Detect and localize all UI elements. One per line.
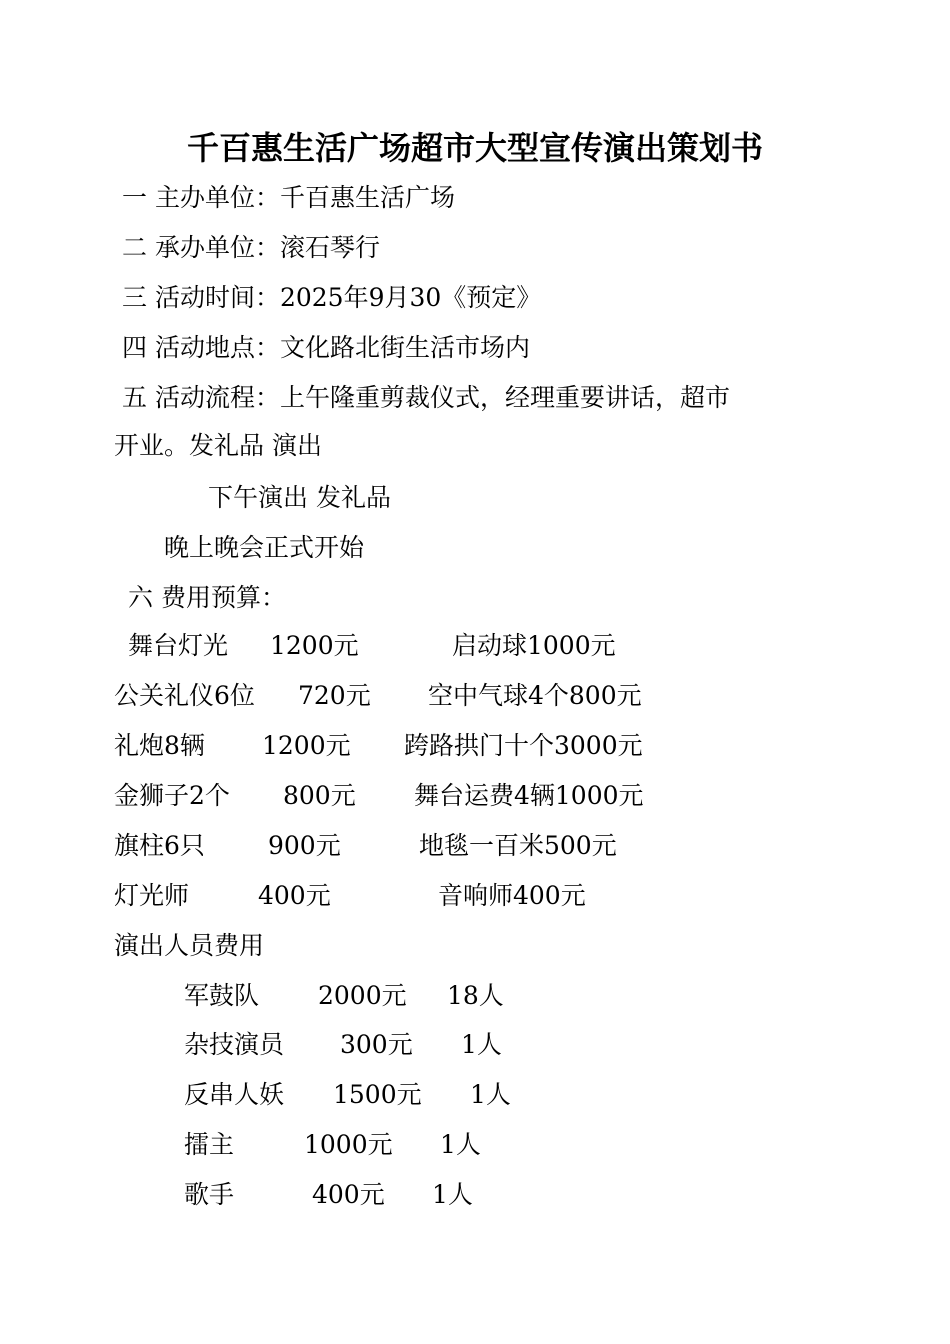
budget-item-cost: 900元 [268, 831, 341, 860]
budget-item-label: 金狮子2个 [114, 781, 230, 810]
budget-item-right: 地毯一百米500元 [419, 831, 617, 860]
co-organizer-line: 二 承办单位：滚石琴行 [122, 233, 380, 262]
process-line-2: 开业。发礼品 演出 [114, 431, 322, 460]
budget-heading: 六 费用预算： [128, 583, 286, 612]
budget-item-right: 启动球1000元 [452, 631, 616, 660]
performer-count: 1人 [440, 1130, 481, 1159]
budget-item-cost: 1200元 [270, 631, 359, 660]
time-line: 三 活动时间：2025年9月30《预定》 [122, 283, 542, 312]
budget-item-cost: 1200元 [262, 731, 351, 760]
performer-cost: 300元 [340, 1030, 413, 1059]
performer-name: 歌手 [184, 1180, 235, 1209]
performer-name: 杂技演员 [184, 1030, 285, 1059]
budget-item-label: 灯光师 [114, 881, 190, 910]
process-afternoon-line: 下午演出 发礼品 [208, 483, 391, 512]
budget-item-right: 空中气球4个800元 [428, 681, 642, 710]
performer-count: 18人 [447, 981, 504, 1010]
budget-item-right: 音响师400元 [438, 881, 586, 910]
location-line: 四 活动地点：文化路北街生活市场内 [122, 333, 530, 362]
performer-name: 擂主 [184, 1130, 235, 1159]
performer-name: 反串人妖 [184, 1080, 285, 1109]
process-line-1: 五 活动流程：上午隆重剪裁仪式，经理重要讲话，超市 [122, 383, 730, 412]
performers-heading: 演出人员费用 [114, 931, 265, 960]
budget-item-right: 舞台运费4辆1000元 [414, 781, 644, 810]
budget-item-cost: 400元 [258, 881, 331, 910]
performer-count: 1人 [461, 1030, 502, 1059]
budget-item-label: 舞台灯光 [128, 631, 229, 660]
performer-name: 军鼓队 [184, 981, 260, 1010]
budget-item-cost: 800元 [283, 781, 356, 810]
budget-item-label: 礼炮8辆 [114, 731, 205, 760]
performer-count: 1人 [432, 1180, 473, 1209]
performer-cost: 400元 [312, 1180, 385, 1209]
document-title: 千百惠生活广场超市大型宣传演出策划书 [186, 129, 763, 167]
organizer-line: 一 主办单位：千百惠生活广场 [122, 183, 455, 212]
performer-cost: 1500元 [333, 1080, 422, 1109]
process-evening-line: 晚上晚会正式开始 [164, 533, 365, 562]
performer-cost: 1000元 [304, 1130, 393, 1159]
budget-item-right: 跨路拱门十个3000元 [404, 731, 643, 760]
performer-count: 1人 [470, 1080, 511, 1109]
performer-cost: 2000元 [318, 981, 407, 1010]
budget-item-label: 旗柱6只 [114, 831, 205, 860]
budget-item-label: 公关礼仪6位 [114, 681, 255, 710]
budget-item-cost: 720元 [298, 681, 371, 710]
